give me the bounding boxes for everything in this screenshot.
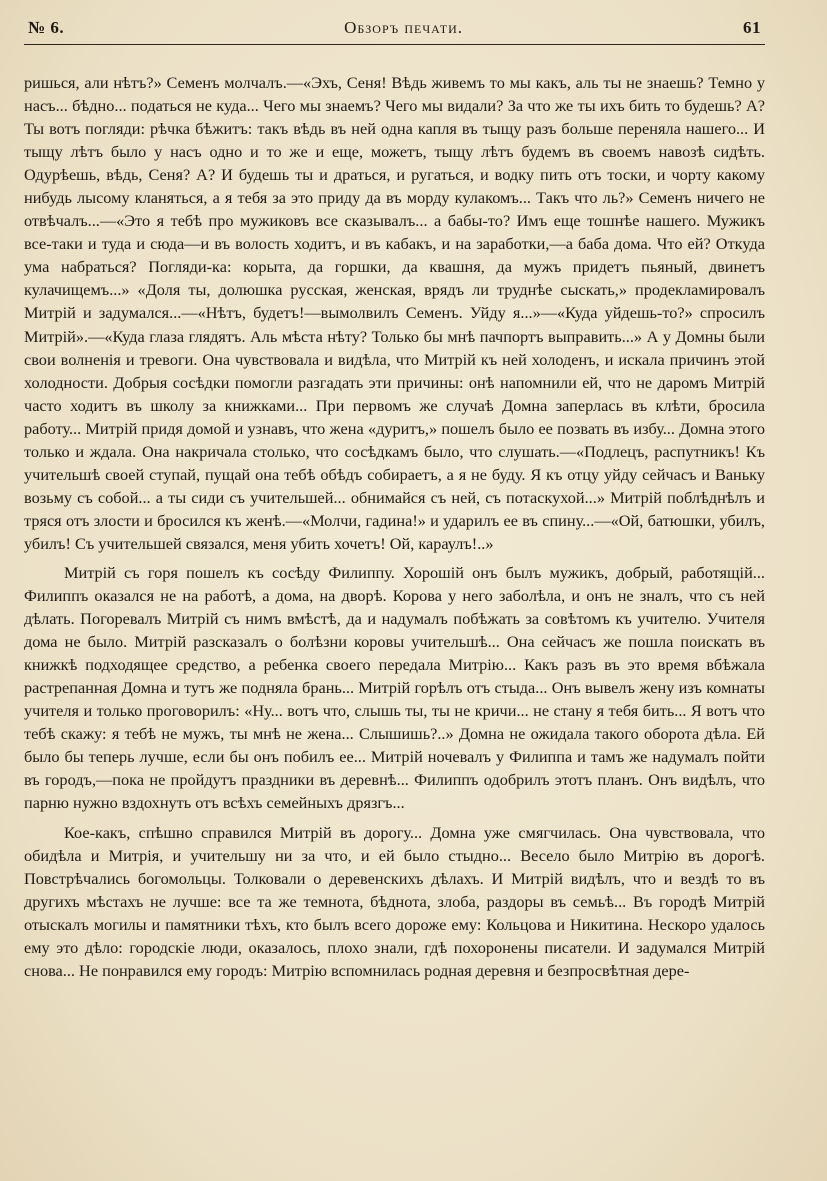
page-header — [24, 18, 765, 45]
paragraph: Митрій съ горя пошелъ къ сосѣду Филиппу. Хорошій онъ былъ мужикъ, добрый, работящій... Филиппъ оказался не на работѣ, а дома, на дворѣ. Корова у него заболѣла, и онъ не зналъ, что съ ней дѣлать. Погоревалъ Митрій съ нимъ вмѣстѣ, да и надумалъ побѣжать за совѣтомъ къ учителю. Учителя дома не было. Митрій разсказалъ о болѣзни коровы учительшѣ... Она сейчасъ же пошла поискать въ книжкѣ подходящее средство, а ребенка своего передала Митрію... Какъ разъ въ это время вбѣжала растрепанная Домна и тутъ же подняла брань... Митрій горѣлъ отъ стыда... Онъ вывелъ жену изъ комнаты учителя и только проговорилъ: «Ну... вотъ что, слышь ты, ты не кричи... не стану я тебя бить... Я вотъ что тебѣ скажу: я тебѣ не мужъ, ты мнѣ не жена... Слышишь?..» Домна не ожидала такого оборота дѣла. Ей было бы теперь лучше, если бы онъ побилъ ее... Митрій ночевалъ у Филиппа и тамъ же надумалъ пойти въ городъ,—пока не пройдутъ праздники въ деревнѣ... Филиппъ одобрилъ этотъ планъ. Онъ видѣлъ, что парню нужно вздохнуть отъ всѣхъ семейныхъ дрязгъ... — [24, 562, 765, 813]
running-title: Обзоръ печати. — [344, 18, 463, 37]
page-number: 61 — [743, 18, 761, 37]
paragraph: Кое-какъ, спѣшно справился Митрій въ дорогу... Домна уже смягчилась. Она чувствовала, что обидѣла и Митрія, и учительшу ни за что, и ей было стыдно... Весело было Митрію въ дорогѣ. Повстрѣчались богомольцы. Толковали о деревенскихъ дѣлахъ. И Митрій видѣлъ, что и вездѣ то въ другихъ мѣстахъ не лучше: все та же темнота, бѣднота, злоба, раздоры въ семьѣ... Въ городѣ Митрій отыскалъ могилы и памятники тѣхъ, кто былъ всего дороже ему: Кольцова и Никитина. Нескоро удалось ему это дѣло: городскіе люди, оказалось, плохо знали, гдѣ похоронены писатели. И задумался Митрій снова... Не понравился ему городъ: Митрію вспомнилась родная деревня и безпросвѣтная дере- — [24, 822, 765, 980]
paragraph: ришься, али нѣтъ?» Семенъ молчалъ.—«Эхъ, Сеня! Вѣдь живемъ то мы какъ, аль ты не знаешь? Темно у насъ... бѣдно... податься не куда... Чего мы знаемъ? Чего мы видали? За что же ты ихъ бить то будешь? А? Ты вотъ погляди: рѣчка бѣжитъ: такъ вѣдь въ ней одна капля въ тыщу разъ больше переняла нашего... И тыщу лѣтъ было у насъ одно и то же и еще, можетъ, тыщу лѣтъ будемъ въ своемъ навозѣ сидѣть. Одурѣешь, вѣдь, Сеня? А? И будешь ты и драться, и ругаться, и водку пить отъ тоски, и чорту какому нибудь лысому кланяться, а я тебя за это приду да въ морду кулакомъ... Такъ что ль?» Семенъ ничего не отвѣчалъ...—«Это я тебѣ про мужиковъ все сказывалъ... а бабы-то? Имъ еще тошнѣе нашего. Мужикъ все-таки и туда и сюда—и въ волость ходитъ, и въ кабакъ, и на заработки,—а баба дома. Что ей? Откуда ума набраться? Погляди-ка: корыта, да горшки, да квашня, да мужъ придетъ пьяный, двинетъ кулачищемъ...» «Доля ты, долюшка русская, женская, врядъ ли труднѣе сыскать,» продекламировалъ Митрій и задумался...—«Нѣтъ, будетъ!—вымолвилъ Семенъ. Уйду я...»—«Куда уйдешь-то?» спросилъ Митрій».—«Куда глаза глядятъ. Аль мѣста нѣту? Только бы мнѣ пачпортъ выправить...» А у Домны были свои волненія и тревоги. Она чувствовала и видѣла, что Митрій къ ней холоденъ, и искала причинъ этой холодности. Добрыя сосѣдки помогли разгадать эти причины: онѣ напомнили ей, что не даромъ Митрій часто ходитъ въ школу за книжками... При первомъ же случаѣ Домна заперлась въ клѣти, бросила работу... Митрій придя домой и узнавъ, что жена «дуритъ,» пошелъ было ее позвать въ избу... Домна этого только и ждала. Она накричала столько, что сосѣдкамъ было, что слушать.—«Подлецъ, распутникъ! Къ учительшѣ своей ступай, пущай она тебѣ обѣдъ собираетъ, а я не буду. Я къ отцу уйду сейчасъ и Ваньку возьму съ собой... а ты сиди съ учительшей... обнимайся съ ней, съ потаскухой...» Митрій поблѣднѣлъ и тряся отъ злости и бросился къ женѣ.—«Молчи, гадина!» и ударилъ ее въ спину...—«Ой, батюшки, убилъ, убилъ! Съ учительшей связался, меня убить хочетъ! Ой, караулъ!..» — [24, 73, 765, 553]
body-text — [24, 71, 765, 982]
issue-number: № 6. — [28, 18, 65, 37]
